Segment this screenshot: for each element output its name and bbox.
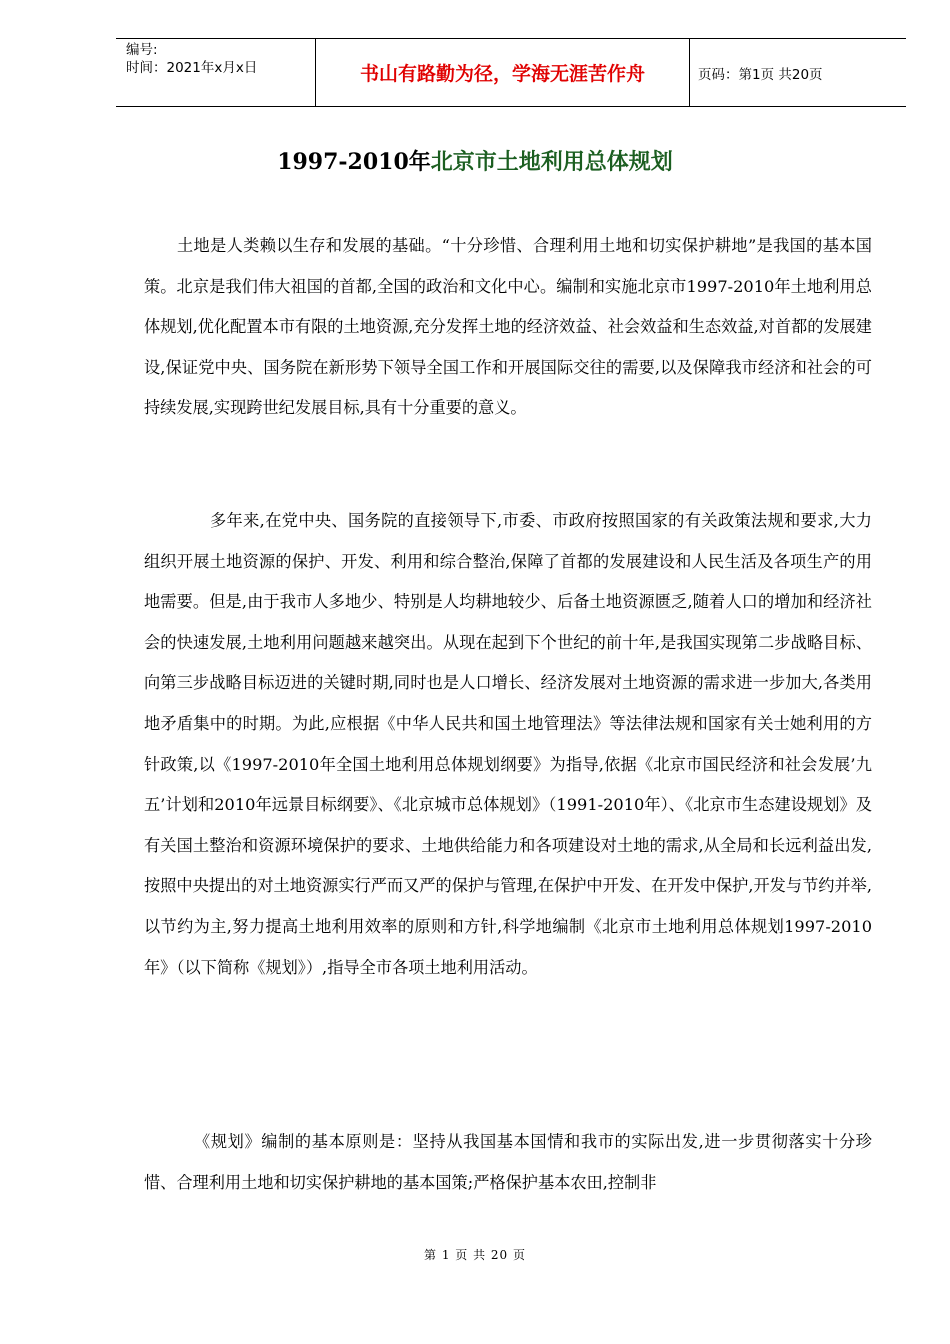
header-motto: 书山有路勤为径，学海无涯苦作舟: [316, 39, 690, 106]
header-page-info: 页码：第1页 共20页: [698, 66, 823, 83]
paragraph-1: 土地是人类赖以生存和发展的基础。“十分珍惜、合理利用土地和切实保护耕地”是我国的基本国策。北京是我们伟大祖国的首都,全国的政治和文化中心。编制和实施北京市1997-2010年土地利用总体规划,优化配置本市有限的土地资源,充分发挥土地的经济效益、社会效益和生态效益,对首都的发展建设,保证党中央、国务院在新形势下领导全国工作和开展国际交往的需要,以及保障我市经济和社会的可持续发展,实现跨世纪发展目标,具有十分重要的意义。: [144, 236, 872, 418]
paragraph-3: 《规划》编制的基本原则是：坚持从我国基本国情和我市的实际出发,进一步贯彻落实十分珍惜、合理利用土地和切实保护耕地的基本国策;严格保护基本农田,控制非: [144, 1132, 872, 1192]
header-number-label: 编号:: [126, 42, 158, 58]
document-title-text: 北京市土地利用总体规划: [430, 150, 673, 175]
paragraph-2: 多年来,在党中央、国务院的直接领导下,市委、市政府按照国家的有关政策法规和要求,大力组织开展土地资源的保护、开发、利用和综合整治,保障了首都的发展建设和人民生活及各项生产的用地需要。但是,由于我市人多地少、特别是人均耕地较少、后备土地资源匮乏,随着人口的增加和经济社会的快速发展,土地利用问题越来越突出。从现在起到下个世纪的前十年,是我国实现第二步战略目标、向第三步战略目标迈进的关键时期,同时也是人口增长、经济发展对土地资源的需求进一步加大,各类用地矛盾集中的时期。为此,应根据《中华人民共和国土地管理法》等法律法规和国家有关士她利用的方针政策,以《1997-2010年全国土地利用总体规划纲要》为指导,依据《北京市国民经济和社会发展’九五’计划和2010年远景目标纲要》、《北京城市总体规划》（1991-2010年）、《北京市生态建设规划》及有关国土整治和资源环境保护的要求、土地供给能力和各项建设对土地的需求,从全局和长远利益出发,按照中央提出的对土地资源实行严而又严的保护与管理,在保护中开发、在开发中保护,开发与节约并举,以节约为主,努力提高土地利用效率的原则和方针,科学地编制《北京市土地利用总体规划1997-2010年》（以下简称《规划》）,指导全市各项土地利用活动。: [144, 511, 872, 977]
page-footer: 第 1 页 共 20 页: [424, 1248, 526, 1262]
header-meta: [116, 39, 316, 106]
header-time-label: 时间：2021年x月x日: [126, 60, 258, 76]
document-title-year: 1997-2010年: [277, 149, 431, 175]
document-title: [0, 146, 950, 179]
document-header: [116, 38, 906, 107]
